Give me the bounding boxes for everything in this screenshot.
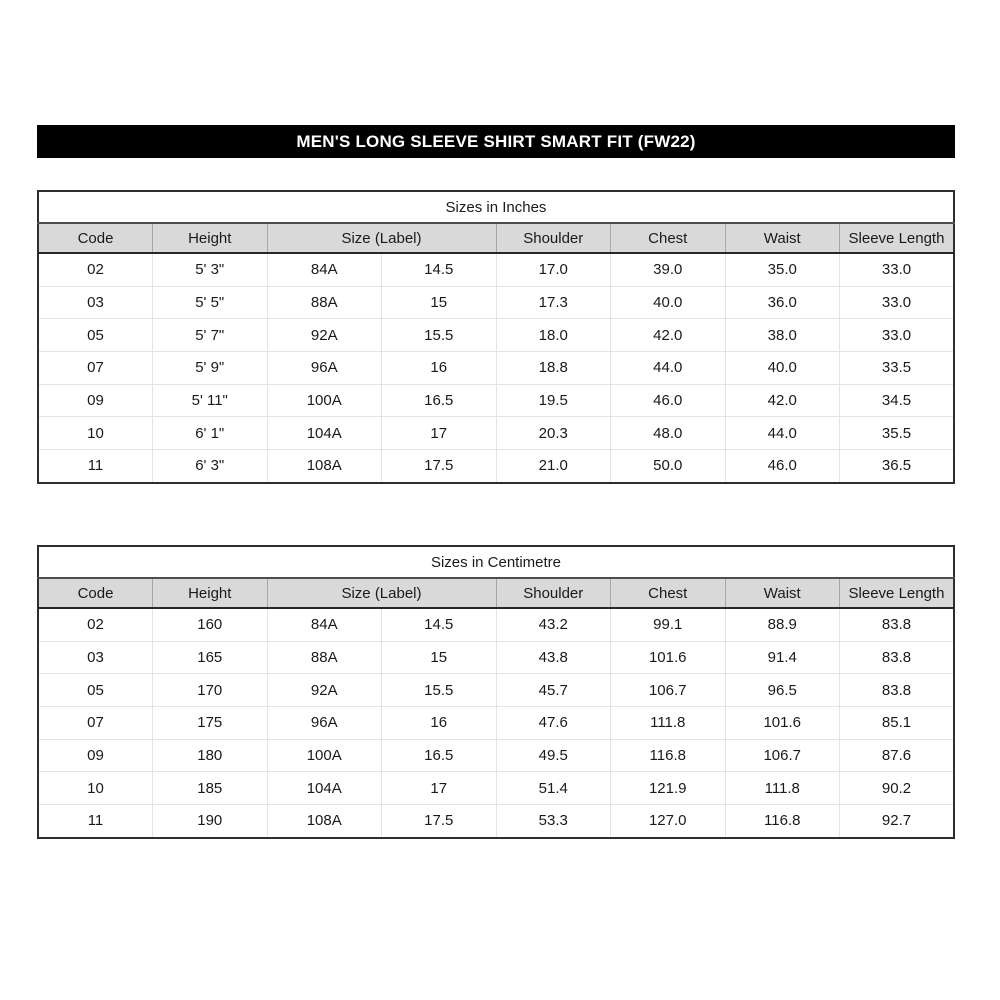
table-row (38, 608, 954, 641)
table-cell: 84A (267, 253, 382, 286)
table-row (38, 739, 954, 772)
table-cell: 46.0 (725, 450, 840, 483)
column-header-height: Height (153, 578, 268, 608)
table-cell: 88A (267, 286, 382, 319)
table-cell: 15.5 (382, 319, 497, 352)
table-cell: 33.5 (840, 352, 955, 385)
table-row (38, 286, 954, 319)
table-cell: 101.6 (725, 707, 840, 740)
table-cell: 17.5 (382, 805, 497, 838)
table-cell: 05 (38, 319, 153, 352)
table-cell: 43.2 (496, 608, 611, 641)
table-cell: 38.0 (725, 319, 840, 352)
column-header-size-label: Size (Label) (267, 578, 496, 608)
table-cell: 104A (267, 417, 382, 450)
table-cell: 99.1 (611, 608, 726, 641)
column-header-chest: Chest (611, 223, 726, 253)
table-cell: 101.6 (611, 641, 726, 674)
table-cell: 40.0 (725, 352, 840, 385)
table-row (38, 805, 954, 838)
table-cell: 17 (382, 772, 497, 805)
table-cell: 106.7 (611, 674, 726, 707)
sizes-in-inches-section (37, 190, 955, 484)
table-cell: 116.8 (725, 805, 840, 838)
table-cell: 18.8 (496, 352, 611, 385)
table-cell: 165 (153, 641, 268, 674)
table-header-row (38, 223, 954, 253)
table-cell: 03 (38, 286, 153, 319)
table-cell: 16 (382, 352, 497, 385)
table-cell: 43.8 (496, 641, 611, 674)
table-cell: 88.9 (725, 608, 840, 641)
table-cell: 05 (38, 674, 153, 707)
table-cell: 03 (38, 641, 153, 674)
table-cell: 17.0 (496, 253, 611, 286)
table-row (38, 707, 954, 740)
table-cell: 36.5 (840, 450, 955, 483)
table-cell: 10 (38, 417, 153, 450)
table-cell: 83.8 (840, 674, 955, 707)
page-title: MEN'S LONG SLEEVE SHIRT SMART FIT (FW22) (296, 131, 696, 151)
column-header-shoulder: Shoulder (496, 578, 611, 608)
table-cell: 100A (267, 384, 382, 417)
table-cell: 180 (153, 739, 268, 772)
table-cell: 92.7 (840, 805, 955, 838)
table-cell: 19.5 (496, 384, 611, 417)
table-cell: 39.0 (611, 253, 726, 286)
table-cell: 14.5 (382, 253, 497, 286)
table-cell: 92A (267, 674, 382, 707)
table-cell: 108A (267, 805, 382, 838)
table-cell: 87.6 (840, 739, 955, 772)
table-cell: 16 (382, 707, 497, 740)
table-cell: 33.0 (840, 286, 955, 319)
table-cell: 121.9 (611, 772, 726, 805)
table-cell: 48.0 (611, 417, 726, 450)
table-cell: 35.0 (725, 253, 840, 286)
table-caption-row (38, 546, 954, 578)
table-cell: 190 (153, 805, 268, 838)
table-cell: 17.3 (496, 286, 611, 319)
table-cell: 92A (267, 319, 382, 352)
table-cell: 16.5 (382, 384, 497, 417)
sizes-in-centimetre-section (37, 545, 955, 839)
title-banner (37, 125, 955, 158)
table-cell: 34.5 (840, 384, 955, 417)
table-cell: 91.4 (725, 641, 840, 674)
table-cell: 49.5 (496, 739, 611, 772)
table-cell: 84A (267, 608, 382, 641)
table-cell: 5' 7" (153, 319, 268, 352)
table-row (38, 674, 954, 707)
table-cell: 02 (38, 253, 153, 286)
table-row (38, 352, 954, 385)
table-cell: 104A (267, 772, 382, 805)
table-row (38, 384, 954, 417)
table-cell: 100A (267, 739, 382, 772)
table-row (38, 319, 954, 352)
table-cell: 40.0 (611, 286, 726, 319)
table-caption: Sizes in Centimetre (38, 546, 954, 578)
table-cell: 170 (153, 674, 268, 707)
table-cell: 07 (38, 707, 153, 740)
table-cell: 96A (267, 352, 382, 385)
column-header-sleeve-length: Sleeve Length (840, 578, 955, 608)
table-cell: 47.6 (496, 707, 611, 740)
table-cell: 53.3 (496, 805, 611, 838)
column-header-waist: Waist (725, 578, 840, 608)
table-cell: 42.0 (725, 384, 840, 417)
table-cell: 96A (267, 707, 382, 740)
table-cell: 175 (153, 707, 268, 740)
table-caption: Sizes in Inches (38, 191, 954, 223)
table-cell: 35.5 (840, 417, 955, 450)
table-cell: 33.0 (840, 253, 955, 286)
table-cell: 10 (38, 772, 153, 805)
table-cell: 16.5 (382, 739, 497, 772)
table-cell: 50.0 (611, 450, 726, 483)
column-header-chest: Chest (611, 578, 726, 608)
table-cell: 07 (38, 352, 153, 385)
table-cell: 127.0 (611, 805, 726, 838)
table-row (38, 450, 954, 483)
table-cell: 51.4 (496, 772, 611, 805)
table-cell: 83.8 (840, 641, 955, 674)
table-cell: 18.0 (496, 319, 611, 352)
table-row (38, 772, 954, 805)
column-header-waist: Waist (725, 223, 840, 253)
sizes-in-inches-table (37, 190, 955, 484)
table-cell: 96.5 (725, 674, 840, 707)
table-cell: 5' 3" (153, 253, 268, 286)
table-cell: 14.5 (382, 608, 497, 641)
table-cell: 88A (267, 641, 382, 674)
table-cell: 5' 5" (153, 286, 268, 319)
table-cell: 185 (153, 772, 268, 805)
table-row (38, 253, 954, 286)
table-cell: 44.0 (725, 417, 840, 450)
table-row (38, 641, 954, 674)
table-cell: 116.8 (611, 739, 726, 772)
table-cell: 33.0 (840, 319, 955, 352)
table-cell: 160 (153, 608, 268, 641)
table-cell: 36.0 (725, 286, 840, 319)
table-cell: 02 (38, 608, 153, 641)
table-cell: 15 (382, 286, 497, 319)
table-cell: 11 (38, 805, 153, 838)
column-header-shoulder: Shoulder (496, 223, 611, 253)
table-cell: 45.7 (496, 674, 611, 707)
table-cell: 111.8 (611, 707, 726, 740)
table-cell: 17.5 (382, 450, 497, 483)
table-cell: 46.0 (611, 384, 726, 417)
table-cell: 11 (38, 450, 153, 483)
table-cell: 21.0 (496, 450, 611, 483)
column-header-height: Height (153, 223, 268, 253)
table-cell: 20.3 (496, 417, 611, 450)
table-cell: 15 (382, 641, 497, 674)
table-cell: 85.1 (840, 707, 955, 740)
table-cell: 09 (38, 739, 153, 772)
column-header-code: Code (38, 578, 153, 608)
column-header-code: Code (38, 223, 153, 253)
table-cell: 44.0 (611, 352, 726, 385)
table-cell: 42.0 (611, 319, 726, 352)
table-row (38, 417, 954, 450)
table-cell: 5' 11" (153, 384, 268, 417)
table-cell: 106.7 (725, 739, 840, 772)
table-cell: 6' 1" (153, 417, 268, 450)
table-cell: 90.2 (840, 772, 955, 805)
table-cell: 5' 9" (153, 352, 268, 385)
column-header-size-label: Size (Label) (267, 223, 496, 253)
table-cell: 83.8 (840, 608, 955, 641)
table-cell: 6' 3" (153, 450, 268, 483)
table-header-row (38, 578, 954, 608)
table-cell: 15.5 (382, 674, 497, 707)
table-cell: 108A (267, 450, 382, 483)
column-header-sleeve-length: Sleeve Length (840, 223, 955, 253)
sizes-in-centimetre-table (37, 545, 955, 839)
table-caption-row (38, 191, 954, 223)
table-cell: 111.8 (725, 772, 840, 805)
table-cell: 17 (382, 417, 497, 450)
table-cell: 09 (38, 384, 153, 417)
